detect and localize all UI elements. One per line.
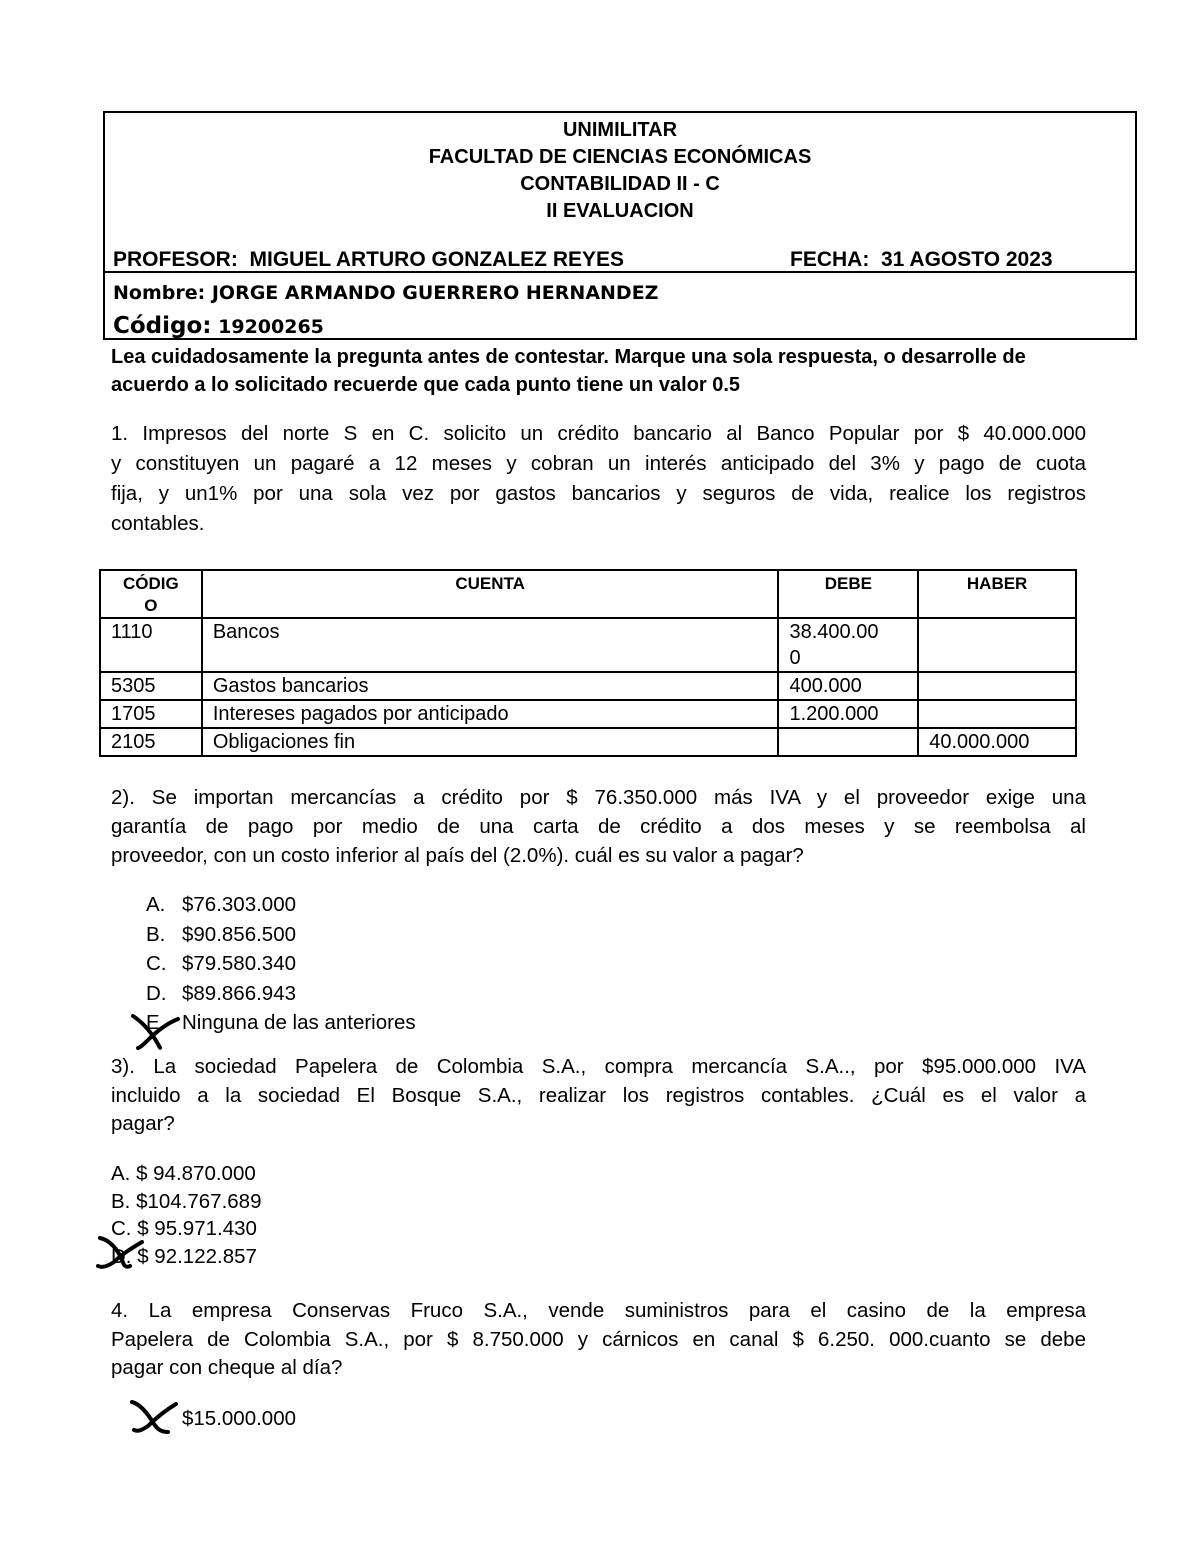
question-2-text bbox=[111, 783, 1086, 870]
question-line: y constituyen un pagaré a 12 meses y cobran un interés anticipado del 3% y pago de cuota bbox=[111, 452, 1086, 475]
professor-date-row bbox=[113, 247, 1123, 273]
header-code: CÓDIG O bbox=[100, 570, 202, 618]
date-value: 31 AGOSTO 2023 bbox=[881, 248, 1053, 271]
row-credit bbox=[918, 700, 1076, 728]
question-line: garantía de pago por medio de una carta de crédito a dos meses y se reembolsa al bbox=[111, 815, 1086, 838]
question-4-answer bbox=[182, 1404, 296, 1434]
header-credit: HABER bbox=[918, 570, 1076, 618]
professor-name: MIGUEL ARTURO GONZALEZ REYES bbox=[249, 248, 625, 271]
date-label: FECHA: bbox=[790, 248, 870, 271]
instructions: Lea cuidadosamente la pregunta antes de contestar. Marque una sola respuesta, o desarrolle de acuerdo a lo solicitado recuerde que cada punto tiene un valor 0.5 bbox=[111, 346, 1026, 396]
student-name-row bbox=[113, 279, 1123, 307]
table-row bbox=[100, 728, 1076, 756]
question-line: proveedor, con un costo inferior al país del (2.0%). cuál es su valor a pagar? bbox=[111, 844, 804, 867]
question-line: contables. bbox=[111, 512, 205, 535]
row-debit: 1.200.000 bbox=[778, 700, 918, 728]
selected-answer-x-mark-icon bbox=[128, 1010, 184, 1050]
question-3-text bbox=[111, 1053, 1086, 1139]
student-name-label: Nombre: bbox=[113, 282, 206, 304]
row-debit: 38.400.00 0 bbox=[778, 618, 918, 672]
question-line: Papelera de Colombia S.A., por $ 8.750.000 y cárnicos en canal $ 6.250. 000.cuanto se debe bbox=[111, 1327, 1086, 1351]
question-line: 4. La empresa Conservas Fruco S.A., vende suministros para el casino de la empresa bbox=[111, 1299, 1086, 1322]
row-code: 1110 bbox=[100, 618, 202, 672]
header-divider bbox=[105, 271, 1135, 273]
question-line: pagar con cheque al día? bbox=[111, 1356, 343, 1379]
row-code: 1705 bbox=[100, 700, 202, 728]
row-account: Bancos bbox=[202, 618, 779, 672]
table-row bbox=[100, 672, 1076, 700]
date-field bbox=[790, 247, 1053, 273]
row-credit: 40.000.000 bbox=[918, 728, 1076, 756]
option-a[interactable]: A. $76.303.000 bbox=[146, 893, 297, 916]
selected-answer-x-mark-icon bbox=[128, 1396, 182, 1436]
answer-value[interactable]: $15.000.000 bbox=[182, 1407, 297, 1430]
option-a[interactable]: A. $ 94.870.000 bbox=[111, 1162, 256, 1185]
question-1-text bbox=[111, 419, 1086, 539]
option-c[interactable]: C. $ 95.971.430 bbox=[111, 1217, 257, 1240]
question-line: incluido a la sociedad El Bosque S.A., realizar los registros contables. ¿Cuál es el valor a bbox=[111, 1083, 1086, 1107]
university-name: UNIMILITAR bbox=[562, 119, 678, 141]
row-credit bbox=[918, 672, 1076, 700]
table-row bbox=[100, 700, 1076, 728]
option-b[interactable]: B. $104.767.689 bbox=[111, 1189, 262, 1213]
row-credit bbox=[918, 618, 1076, 672]
row-code: 5305 bbox=[100, 672, 202, 700]
row-account: Intereses pagados por anticipado bbox=[202, 700, 779, 728]
exam-header bbox=[103, 111, 1137, 340]
option-d[interactable]: D. $ 92.122.857 bbox=[111, 1244, 257, 1268]
student-code-label: Código: bbox=[113, 313, 212, 339]
table-header-row bbox=[100, 570, 1076, 618]
header-titles bbox=[105, 117, 1135, 225]
question-2-options bbox=[146, 890, 416, 1038]
option-d[interactable]: D. $89.866.943 bbox=[146, 981, 297, 1005]
row-account: Obligaciones fin bbox=[202, 728, 779, 756]
header-debit: DEBE bbox=[778, 570, 918, 618]
row-debit bbox=[778, 728, 918, 756]
row-account: Gastos bancarios bbox=[202, 672, 779, 700]
header-account: CUENTA bbox=[202, 570, 779, 618]
course-name: CONTABILIDAD II - C bbox=[520, 173, 720, 195]
row-code: 2105 bbox=[100, 728, 202, 756]
option-b[interactable]: B. $90.856.500 bbox=[146, 922, 297, 946]
option-e[interactable]: E. Ninguna de las anteriores bbox=[146, 1011, 416, 1034]
selected-answer-x-mark-icon bbox=[94, 1230, 148, 1272]
accounting-entries-table bbox=[99, 569, 1077, 757]
table-row bbox=[100, 618, 1076, 672]
question-line: 1. Impresos del norte S en C. solicito un crédito bancario al Banco Popular por $ 40.000.000 bbox=[111, 422, 1086, 445]
evaluation-title: II EVALUACION bbox=[546, 200, 694, 222]
faculty-name: FACULTAD DE CIENCIAS ECONÓMICAS bbox=[428, 146, 812, 168]
student-name-value: JORGE ARMANDO GUERRERO HERNANDEZ bbox=[211, 282, 659, 304]
professor-label: PROFESOR: bbox=[113, 248, 238, 271]
student-info bbox=[113, 279, 1123, 342]
question-line: pagar? bbox=[111, 1112, 175, 1135]
question-4-text bbox=[111, 1297, 1086, 1383]
option-c[interactable]: C. $79.580.340 bbox=[146, 952, 297, 975]
student-code-row bbox=[113, 311, 1123, 342]
student-code-value: 19200265 bbox=[218, 316, 324, 338]
row-debit: 400.000 bbox=[778, 672, 918, 700]
question-line: fija, y un1% por una sola vez por gastos bancarios y seguros de vida, realice los registros bbox=[111, 482, 1086, 505]
question-line: 2). Se importan mercancías a crédito por $ 76.350.000 más IVA y el proveedor exige una bbox=[111, 786, 1086, 809]
question-line: 3). La sociedad Papelera de Colombia S.A., compra mercancía S.A.., por $95.000.000 IVA bbox=[111, 1055, 1086, 1078]
